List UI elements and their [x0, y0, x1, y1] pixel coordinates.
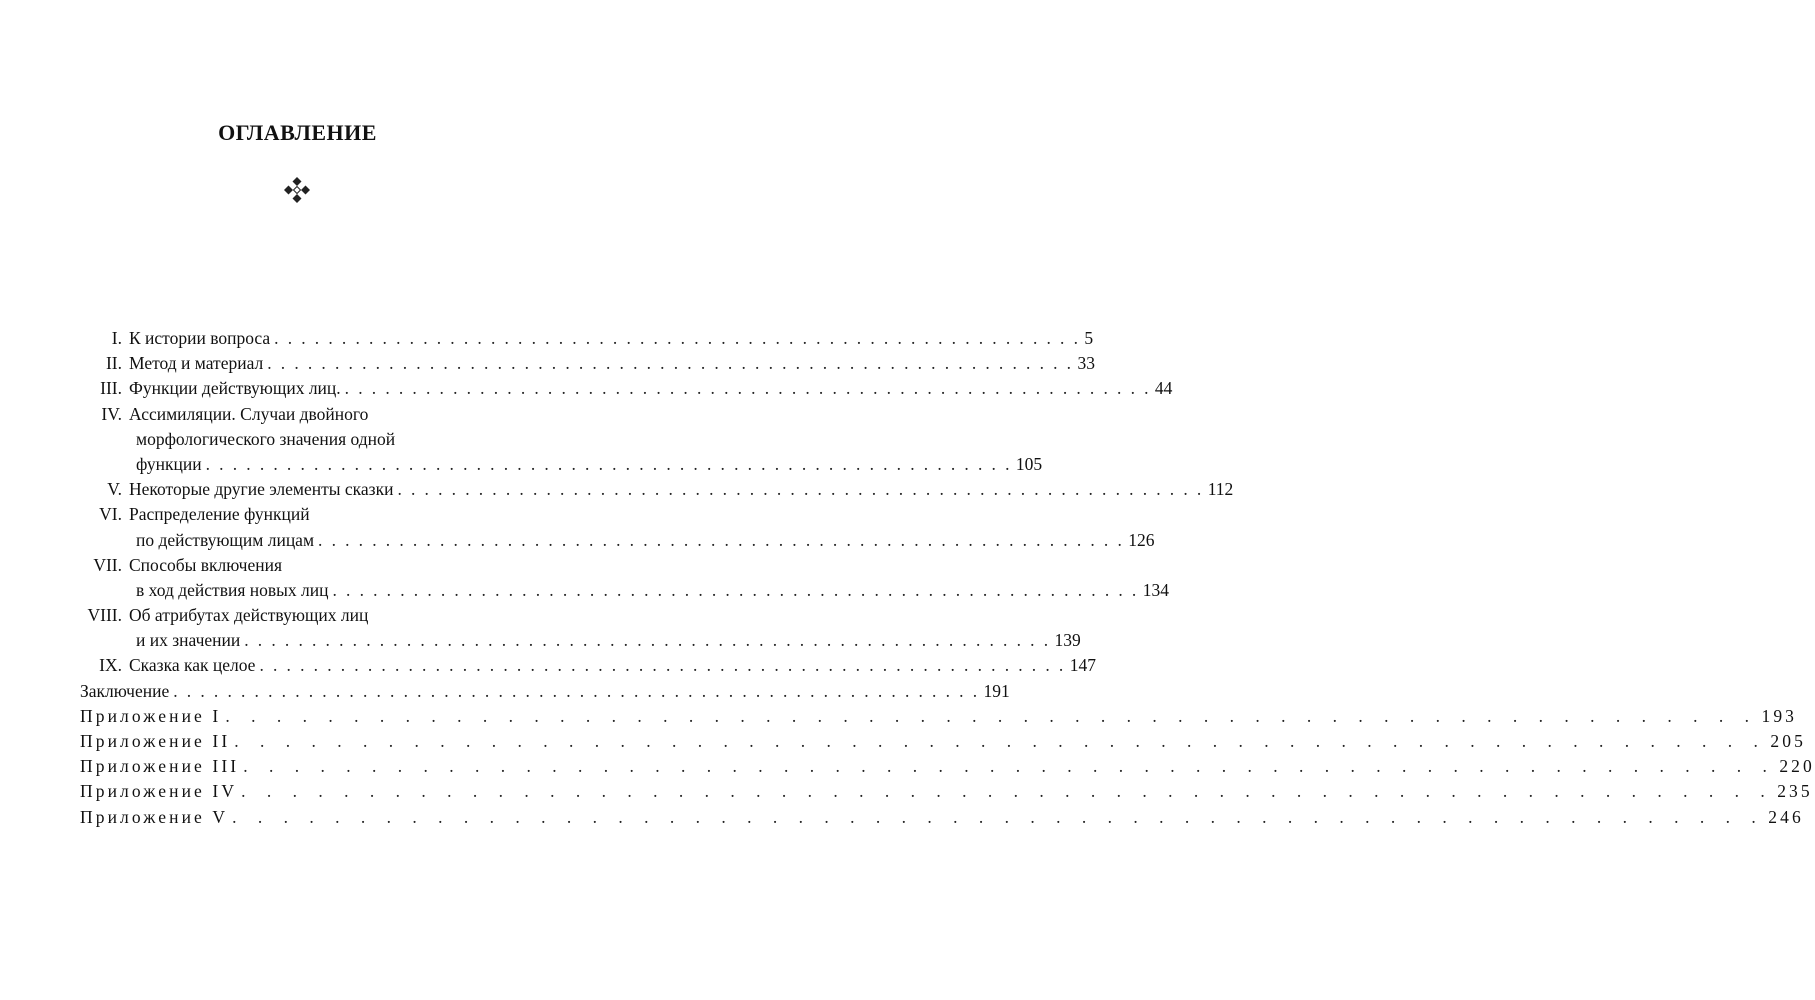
page-number: 193	[1761, 705, 1798, 726]
toc-entry-continuation[interactable]	[80, 628, 1081, 653]
chapter-number: VI.	[99, 504, 122, 525]
page-number: 147	[1069, 655, 1096, 676]
chapter-number: II.	[105, 353, 122, 374]
toc-entry-appendix[interactable]	[80, 754, 1815, 779]
toc-entry[interactable]	[80, 402, 516, 427]
page-number: 235	[1777, 781, 1813, 802]
chapter-title: в ход действия новых лиц	[136, 579, 329, 600]
chapter-title: Распределение функций	[129, 504, 310, 525]
page-number: 44	[1154, 378, 1173, 399]
toc-entry[interactable]	[80, 326, 1094, 351]
dot-leader: . . . . . . . . . . . . . . . . . . . . . . . . . . . . . . . . . . . . . . . . . . . . . . . . . . . . . . . . . . . .	[259, 655, 1066, 676]
dot-leader: . . . . . . . . . . . . . . . . . . . . . . . . . . . . . . . . . . . . . . . . . . . . . . . . . . . . . . . . . . . .	[225, 705, 1758, 726]
toc-entry[interactable]	[80, 502, 516, 527]
dot-leader: . . . . . . . . . . . . . . . . . . . . . . . . . . . . . . . . . . . . . . . . . . . . . . . . . . . . . . . . . . . .	[244, 630, 1051, 651]
chapter-title: Функции действующих лиц.	[129, 378, 341, 399]
chapter-number: VII.	[93, 554, 122, 575]
chapter-title: морфологического значения одной	[136, 428, 396, 449]
page-number: 112	[1207, 479, 1234, 500]
page-number: 139	[1054, 630, 1081, 651]
section-title: Заключение	[80, 680, 170, 701]
toc-entry[interactable]	[80, 376, 1173, 401]
chapter-number: IV.	[101, 403, 122, 424]
chapter-title: Способы включения	[129, 554, 283, 575]
toc-entry[interactable]	[80, 553, 516, 578]
dot-leader: . . . . . . . . . . . . . . . . . . . . . . . . . . . . . . . . . . . . . . . . . . . . . . . . . . . . . . . . . . . .	[332, 579, 1139, 600]
dot-leader: . . . . . . . . . . . . . . . . . . . . . . . . . . . . . . . . . . . . . . . . . . . . . . . . . . . . . . . . . . . .	[173, 680, 980, 701]
appendix-title: Приложение II	[80, 731, 231, 751]
chapter-title: Сказка как целое	[129, 655, 256, 676]
toc-entry-conclusion[interactable]	[80, 679, 1010, 704]
chapter-title: Об атрибутах действующих лиц	[129, 605, 369, 626]
chapter-title: Ассимиляции. Случаи двойного	[129, 403, 369, 424]
toc-entry-appendix[interactable]	[80, 805, 1804, 830]
page-number: 220	[1779, 756, 1815, 777]
dot-leader: . . . . . . . . . . . . . . . . . . . . . . . . . . . . . . . . . . . . . . . . . . . . . . . . . . . . . . . . . . . .	[397, 479, 1204, 500]
dot-leader: . . . . . . . . . . . . . . . . . . . . . . . . . . . . . . . . . . . . . . . . . . . . . . . . . . . . . . . . . . . .	[234, 731, 1767, 751]
page-number: 105	[1015, 453, 1043, 474]
chapter-number: I.	[111, 328, 122, 348]
chapter-number: IX.	[99, 655, 122, 676]
chapter-title: К истории вопроса	[129, 328, 271, 348]
page-number: 5	[1084, 328, 1094, 348]
page-number: 246	[1768, 806, 1804, 827]
dot-leader: . . . . . . . . . . . . . . . . . . . . . . . . . . . . . . . . . . . . . . . . . . . . . . . . . . . . . . . . . . . .	[232, 806, 1765, 827]
chapter-number: VIII.	[87, 605, 122, 626]
page-title: ОГЛАВЛЕНИЕ	[218, 120, 377, 145]
chapter-title: Некоторые другие элементы сказки	[129, 479, 394, 500]
dot-leader: . . . . . . . . . . . . . . . . . . . . . . . . . . . . . . . . . . . . . . . . . . . . . . . . . . . . . . . . . . . .	[344, 378, 1151, 399]
toc-entry-continuation[interactable]	[80, 528, 1155, 553]
chapter-title: функции	[136, 453, 202, 474]
dot-leader: . . . . . . . . . . . . . . . . . . . . . . . . . . . . . . . . . . . . . . . . . . . . . . . . . . . . . . . . . . . .	[267, 353, 1074, 374]
chapter-number: III.	[100, 378, 122, 399]
appendix-title: Приложение III	[80, 756, 240, 777]
toc-entry-appendix[interactable]	[80, 729, 1806, 754]
chapter-title: и их значении	[136, 630, 241, 651]
page-number: 126	[1128, 529, 1155, 550]
appendix-title: Приложение V	[80, 806, 229, 827]
page-number: 134	[1142, 579, 1169, 600]
toc-entry-appendix[interactable]	[80, 779, 1813, 804]
chapter-title: по действующим лицам	[136, 529, 315, 550]
toc-entry-appendix[interactable]	[80, 704, 1798, 729]
appendix-title: Приложение IV	[80, 781, 238, 802]
page-number: 191	[983, 680, 1010, 701]
dot-leader: . . . . . . . . . . . . . . . . . . . . . . . . . . . . . . . . . . . . . . . . . . . . . . . . . . . . . . . . . . . .	[243, 756, 1776, 777]
dot-leader: . . . . . . . . . . . . . . . . . . . . . . . . . . . . . . . . . . . . . . . . . . . . . . . . . . . . . . . . . . . .	[274, 328, 1081, 348]
chapter-number: V.	[107, 479, 122, 500]
toc-entry[interactable]	[80, 653, 1096, 678]
toc-entry[interactable]	[80, 477, 1234, 502]
page-number: 205	[1770, 731, 1806, 751]
dot-leader: . . . . . . . . . . . . . . . . . . . . . . . . . . . . . . . . . . . . . . . . . . . . . . . . . . . . . . . . . . . .	[241, 781, 1774, 802]
toc-entry-continuation[interactable]	[80, 452, 1043, 477]
table-of-contents	[80, 326, 1815, 830]
toc-entry[interactable]	[80, 603, 516, 628]
toc-entry[interactable]	[80, 351, 1095, 376]
toc-entry-continuation[interactable]	[80, 578, 1169, 603]
page-number: 33	[1077, 353, 1095, 374]
dot-leader: . . . . . . . . . . . . . . . . . . . . . . . . . . . . . . . . . . . . . . . . . . . . . . . . . . . . . . . . . . . .	[205, 453, 1012, 474]
dot-leader: . . . . . . . . . . . . . . . . . . . . . . . . . . . . . . . . . . . . . . . . . . . . . . . . . . . . . . . . . . . .	[318, 529, 1125, 550]
four-diamonds-icon	[283, 176, 311, 204]
chapter-title: Метод и материал	[129, 353, 264, 374]
toc-entry-continuation[interactable]	[80, 427, 516, 452]
appendix-title: Приложение I	[80, 705, 222, 726]
